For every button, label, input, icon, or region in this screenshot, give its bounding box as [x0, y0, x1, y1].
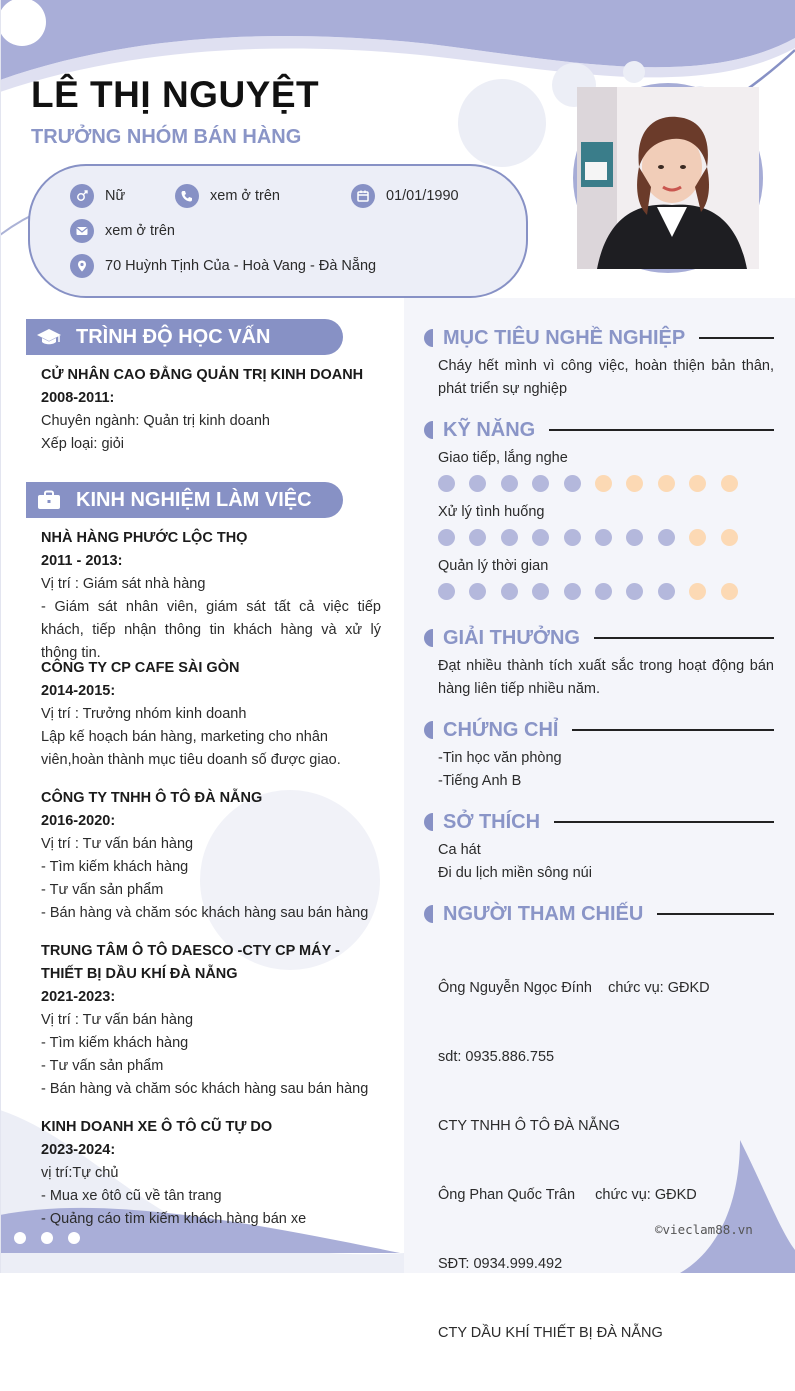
- half-circle-bullet-icon: [424, 421, 433, 439]
- skill-dot-filled: [532, 529, 549, 546]
- skill-dot-filled: [469, 475, 486, 492]
- job-entry: [41, 657, 381, 772]
- briefcase-icon: [30, 482, 68, 518]
- skill-dot-filled: [438, 529, 455, 546]
- job-period: 2023-2024:: [41, 1142, 116, 1158]
- job-period: 2016-2020:: [41, 813, 116, 829]
- job-line: - Tìm kiếm khách hàng: [41, 859, 189, 875]
- contact-info-box: [28, 164, 528, 298]
- references-list: [438, 931, 774, 1391]
- education-heading: [26, 319, 343, 355]
- reference-line: Ông Nguyễn Ngọc Đính chức vụ: GĐKD: [438, 980, 710, 996]
- heading-rule: [572, 729, 774, 731]
- education-major: Chuyên ngành: Quản trị kinh doanh: [41, 413, 270, 429]
- half-circle-bullet-icon: [424, 721, 433, 739]
- half-circle-bullet-icon: [424, 329, 433, 347]
- phone-value: xem ở trên: [210, 188, 280, 204]
- skill-dot-filled: [501, 529, 518, 546]
- skill-dot-filled: [501, 583, 518, 600]
- hobby-item: Đi du lịch miền sông núi: [438, 865, 592, 881]
- job-line: Lập kế hoạch bán hàng, marketing cho nhân viên,hoàn thành mục tiêu doanh số được giao.: [41, 729, 341, 768]
- skill-rating: [438, 475, 752, 492]
- references-heading: [424, 901, 774, 927]
- calendar-icon: [351, 184, 375, 208]
- education-period: 2008-2011:: [41, 390, 115, 406]
- person-portrait-icon: [577, 87, 759, 269]
- education-school: CỬ NHÂN CAO ĐẲNG QUẢN TRỊ KINH DOANH: [41, 367, 364, 383]
- graduation-cap-icon: [30, 319, 68, 355]
- certificates-list: [438, 747, 774, 793]
- location-pin-icon: [70, 254, 94, 278]
- skill-dot-filled: [469, 583, 486, 600]
- job-period: 2021-2023:: [41, 989, 116, 1005]
- gender-icon: [70, 184, 94, 208]
- half-circle-bullet-icon: [424, 905, 433, 923]
- job-period: 2011 - 2013:: [41, 553, 123, 569]
- skill-dot-filled: [532, 475, 549, 492]
- candidate-name: LÊ THỊ NGUYỆT: [31, 74, 320, 115]
- skill-name: Xử lý tình huống: [438, 504, 545, 520]
- job-line: Vị trí : Giám sát nhà hàng: [41, 576, 206, 592]
- skill-name: Quản lý thời gian: [438, 558, 549, 574]
- skill-name: Giao tiếp, lắng nghe: [438, 450, 568, 466]
- job-company: NHÀ HÀNG PHƯỚC LỘC THỌ: [41, 530, 248, 546]
- job-entry: [41, 940, 381, 1101]
- skill-dot-filled: [564, 475, 581, 492]
- objective-text: Cháy hết mình vì công việc, hoàn thiện bản thân, phát triển sự nghiệp: [438, 358, 774, 397]
- reference-line: Ông Phan Quốc Trân chức vụ: GĐKD: [438, 1187, 697, 1203]
- heading-rule: [699, 337, 774, 339]
- job-company: CÔNG TY TNHH Ô TÔ ĐÀ NẴNG: [41, 790, 263, 806]
- skill-dot-empty: [721, 475, 738, 492]
- skill-dot-filled: [532, 583, 549, 600]
- birthday-value: 01/01/1990: [386, 188, 459, 204]
- skill-dot-filled: [626, 583, 643, 600]
- profile-photo: [573, 83, 763, 273]
- job-company: TRUNG TÂM Ô TÔ DAESCO -CTY CP MÁY - THIẾT BỊ DẦU KHÍ ĐÀ NẴNG: [41, 943, 340, 982]
- education-grade: Xếp loại: giỏi: [41, 436, 125, 452]
- awards-heading-label: GIẢI THƯỞNG: [443, 626, 580, 649]
- skill-dot-empty: [626, 475, 643, 492]
- half-circle-bullet-icon: [424, 629, 433, 647]
- info-phone: [175, 184, 280, 208]
- info-gender: [70, 184, 125, 208]
- info-birthday: [351, 184, 459, 208]
- job-line: - Tư vấn sản phẩm: [41, 1058, 164, 1074]
- skill-dot-empty: [689, 583, 706, 600]
- skill-dot-filled: [469, 529, 486, 546]
- gender-value: Nữ: [105, 188, 126, 204]
- skill-dot-empty: [689, 529, 706, 546]
- heading-rule: [549, 429, 774, 431]
- skill-dot-filled: [564, 529, 581, 546]
- email-icon: [70, 219, 94, 243]
- reference-line: CTY TNHH Ô TÔ ĐÀ NẴNG: [438, 1118, 621, 1134]
- heading-rule: [657, 913, 774, 915]
- job-company: KINH DOANH XE Ô TÔ CŨ TỰ DO: [41, 1119, 273, 1135]
- objective-heading: [424, 325, 774, 351]
- heading-rule: [554, 821, 774, 823]
- awards-heading: [424, 625, 774, 651]
- job-line: - Bán hàng và chăm sóc khách hàng sau bán hàng: [41, 905, 369, 921]
- skill-rating: [438, 583, 752, 600]
- job-entry: [41, 787, 381, 925]
- half-circle-bullet-icon: [424, 813, 433, 831]
- heading-rule: [594, 637, 774, 639]
- hobbies-heading: [424, 809, 774, 835]
- job-title: TRƯỞNG NHÓM BÁN HÀNG: [31, 126, 302, 148]
- phone-icon: [175, 184, 199, 208]
- job-entry: [41, 527, 381, 665]
- skill-dot-filled: [438, 583, 455, 600]
- job-line: - Giám sát nhân viên, giám sát tất cả việc tiếp khách, tiếp nhận thông tin khách hàng và xử lý thông tin.: [41, 599, 381, 661]
- job-line: - Bán hàng và chăm sóc khách hàng sau bán hàng: [41, 1081, 369, 1097]
- job-line: - Tư vấn sản phẩm: [41, 882, 164, 898]
- job-entry: [41, 1116, 381, 1231]
- skill-dot-filled: [658, 529, 675, 546]
- address-value: 70 Huỳnh Tịnh Của - Hoà Vang - Đà Nẵng: [105, 258, 377, 274]
- job-line: Vị trí : Trưởng nhóm kinh doanh: [41, 706, 247, 722]
- job-period: 2014-2015:: [41, 683, 116, 699]
- skills-heading-label: KỸ NĂNG: [443, 418, 536, 441]
- skills-heading: [424, 417, 774, 443]
- awards-text: Đạt nhiều thành tích xuất sắc trong hoạt động bán hàng liên tiếp nhiều năm.: [438, 658, 774, 697]
- skill-dot-filled: [626, 529, 643, 546]
- reference-line: CTY DẦU KHÍ THIẾT BỊ ĐÀ NẴNG: [438, 1325, 663, 1341]
- skill-dot-empty: [689, 475, 706, 492]
- watermark: ©vieclam88.vn: [655, 1222, 753, 1237]
- job-company: CÔNG TY CP CAFE SÀI GÒN: [41, 660, 240, 676]
- skill-dot-filled: [564, 583, 581, 600]
- certificate-item: -Tiếng Anh B: [438, 773, 522, 789]
- reference-line: SĐT: 0934.999.492: [438, 1256, 563, 1272]
- job-line: - Quảng cáo tìm kiếm khách hàng bán xe: [41, 1211, 307, 1227]
- education-block: [41, 364, 381, 456]
- skill-dot-filled: [595, 529, 612, 546]
- skill-dot-empty: [721, 583, 738, 600]
- experience-heading: [26, 482, 343, 518]
- email-value: xem ở trên: [105, 223, 175, 239]
- info-address: [70, 254, 376, 278]
- certificates-heading-label: CHỨNG CHỈ: [443, 718, 559, 741]
- job-line: Vị trí : Tư vấn bán hàng: [41, 1012, 194, 1028]
- objective-heading-label: MỤC TIÊU NGHỀ NGHIỆP: [443, 326, 686, 349]
- skill-dot-filled: [501, 475, 518, 492]
- skill-dot-empty: [595, 475, 612, 492]
- skill-rating: [438, 529, 752, 546]
- skill-dot-empty: [721, 529, 738, 546]
- reference-line: sdt: 0935.886.755: [438, 1049, 555, 1065]
- experience-heading-label: KINH NGHIỆM LÀM VIỆC: [76, 488, 312, 511]
- hobby-item: Ca hát: [438, 842, 481, 858]
- hobbies-list: [438, 839, 774, 885]
- references-heading-label: NGƯỜI THAM CHIẾU: [443, 902, 644, 925]
- education-heading-label: TRÌNH ĐỘ HỌC VẤN: [76, 325, 271, 348]
- job-line: Vị trí : Tư vấn bán hàng: [41, 836, 194, 852]
- skill-dot-filled: [595, 583, 612, 600]
- job-line: vị trí:Tự chủ: [41, 1165, 119, 1181]
- skill-dot-filled: [658, 583, 675, 600]
- info-email: [70, 219, 175, 243]
- skill-dot-filled: [438, 475, 455, 492]
- certificate-item: -Tin học văn phòng: [438, 750, 562, 766]
- skill-dot-empty: [658, 475, 675, 492]
- job-line: - Mua xe ôtô cũ về tân trang: [41, 1188, 222, 1204]
- hobbies-heading-label: SỞ THÍCH: [443, 810, 541, 833]
- certificates-heading: [424, 717, 774, 743]
- job-line: - Tìm kiếm khách hàng: [41, 1035, 189, 1051]
